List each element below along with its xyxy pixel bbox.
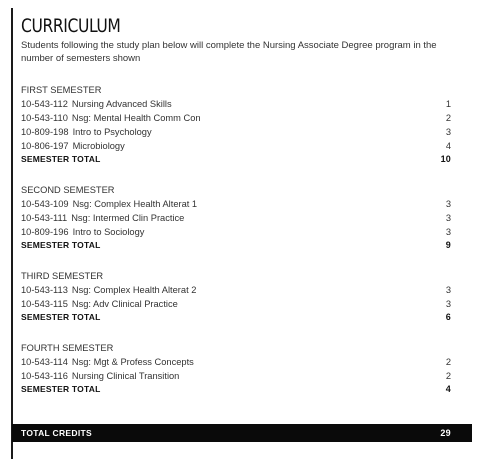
- course-code: 10-543-110: [21, 113, 68, 123]
- course-label: [21, 225, 144, 239]
- course-credits: 1: [445, 99, 451, 109]
- course-label: [21, 211, 184, 225]
- course-credits: 3: [445, 127, 451, 137]
- course-code: 10-543-114: [21, 357, 68, 367]
- semester-total-value: 6: [445, 312, 451, 322]
- semester-total-value: 9: [445, 240, 451, 250]
- semester-heading: SECOND SEMESTER: [21, 185, 115, 195]
- semester-total-row: [21, 383, 451, 396]
- course-name: Nursing Advanced Skills: [71, 99, 172, 109]
- course-row: [21, 297, 451, 311]
- course-code: 10-543-113: [21, 285, 68, 295]
- course-code: 10-809-196: [21, 227, 69, 237]
- semester-second: [21, 185, 451, 252]
- course-row: [21, 225, 451, 239]
- course-row: [21, 139, 451, 153]
- course-name: Intro to Sociology: [72, 227, 145, 237]
- course-name: Nsg: Complex Health Alterat 1: [72, 199, 198, 209]
- course-row: [21, 369, 451, 383]
- total-credits-value: 29: [440, 428, 451, 438]
- course-code: 10-543-116: [21, 371, 68, 381]
- course-name: Nsg: Complex Health Alterat 2: [71, 285, 197, 295]
- course-credits: 2: [445, 371, 451, 381]
- course-code: 10-806-197: [21, 141, 69, 151]
- course-name: Microbiology: [72, 141, 125, 151]
- course-row: [21, 125, 451, 139]
- course-name: Intro to Psychology: [72, 127, 152, 137]
- course-name: Nsg: Mental Health Comm Con: [71, 113, 201, 123]
- course-code: 10-543-112: [21, 99, 68, 109]
- course-code: 10-543-111: [21, 213, 68, 223]
- course-name: Nsg: Mgt & Profess Concepts: [71, 357, 194, 367]
- semester-first: [21, 85, 451, 166]
- semester-total-row: [21, 153, 451, 166]
- semester-total-row: [21, 239, 451, 252]
- course-credits: 3: [445, 227, 451, 237]
- course-label: [21, 369, 179, 383]
- total-credits-label: TOTAL CREDITS: [21, 428, 92, 438]
- semester-total-value: 10: [440, 154, 451, 164]
- semester-heading: FOURTH SEMESTER: [21, 343, 114, 353]
- semester-total-label: SEMESTER TOTAL: [21, 154, 101, 164]
- course-name: Nursing Clinical Transition: [71, 371, 180, 381]
- course-code: 10-543-115: [21, 299, 68, 309]
- semester-total-label: SEMESTER TOTAL: [21, 312, 101, 322]
- course-label: [21, 97, 172, 111]
- semester-fourth: [21, 343, 451, 396]
- total-credits-bar: [12, 424, 472, 442]
- course-code: 10-809-198: [21, 127, 69, 137]
- semester-heading: THIRD SEMESTER: [21, 271, 104, 281]
- page-title: CURRICULUM: [21, 15, 121, 37]
- course-label: [21, 125, 152, 139]
- course-row: [21, 211, 451, 225]
- course-row: [21, 97, 451, 111]
- course-name: Nsg: Intermed Clin Practice: [71, 213, 185, 223]
- course-credits: 2: [445, 113, 451, 123]
- course-code: 10-543-109: [21, 199, 69, 209]
- course-credits: 3: [445, 199, 451, 209]
- course-credits: 3: [445, 299, 451, 309]
- course-credits: 3: [445, 285, 451, 295]
- semester-total-value: 4: [445, 384, 451, 394]
- course-row: [21, 111, 451, 125]
- course-name: Nsg: Adv Clinical Practice: [71, 299, 178, 309]
- course-row: [21, 197, 451, 211]
- course-label: [21, 197, 197, 211]
- course-row: [21, 355, 451, 369]
- course-label: [21, 283, 196, 297]
- course-row: [21, 283, 451, 297]
- left-vertical-rule: [11, 8, 13, 459]
- course-credits: 4: [445, 141, 451, 151]
- semester-total-label: SEMESTER TOTAL: [21, 240, 101, 250]
- course-credits: 2: [445, 357, 451, 367]
- course-credits: 3: [445, 213, 451, 223]
- course-label: [21, 297, 178, 311]
- intro-text: Students following the study plan below will complete the Nursing Associate Degree program in the number of semesters shown: [21, 40, 437, 64]
- semester-total-row: [21, 311, 451, 324]
- course-label: [21, 139, 125, 153]
- semester-heading: FIRST SEMESTER: [21, 85, 102, 95]
- curriculum-content: [21, 14, 451, 396]
- course-label: [21, 111, 201, 125]
- course-label: [21, 355, 194, 369]
- semester-third: [21, 271, 451, 324]
- semester-total-label: SEMESTER TOTAL: [21, 384, 101, 394]
